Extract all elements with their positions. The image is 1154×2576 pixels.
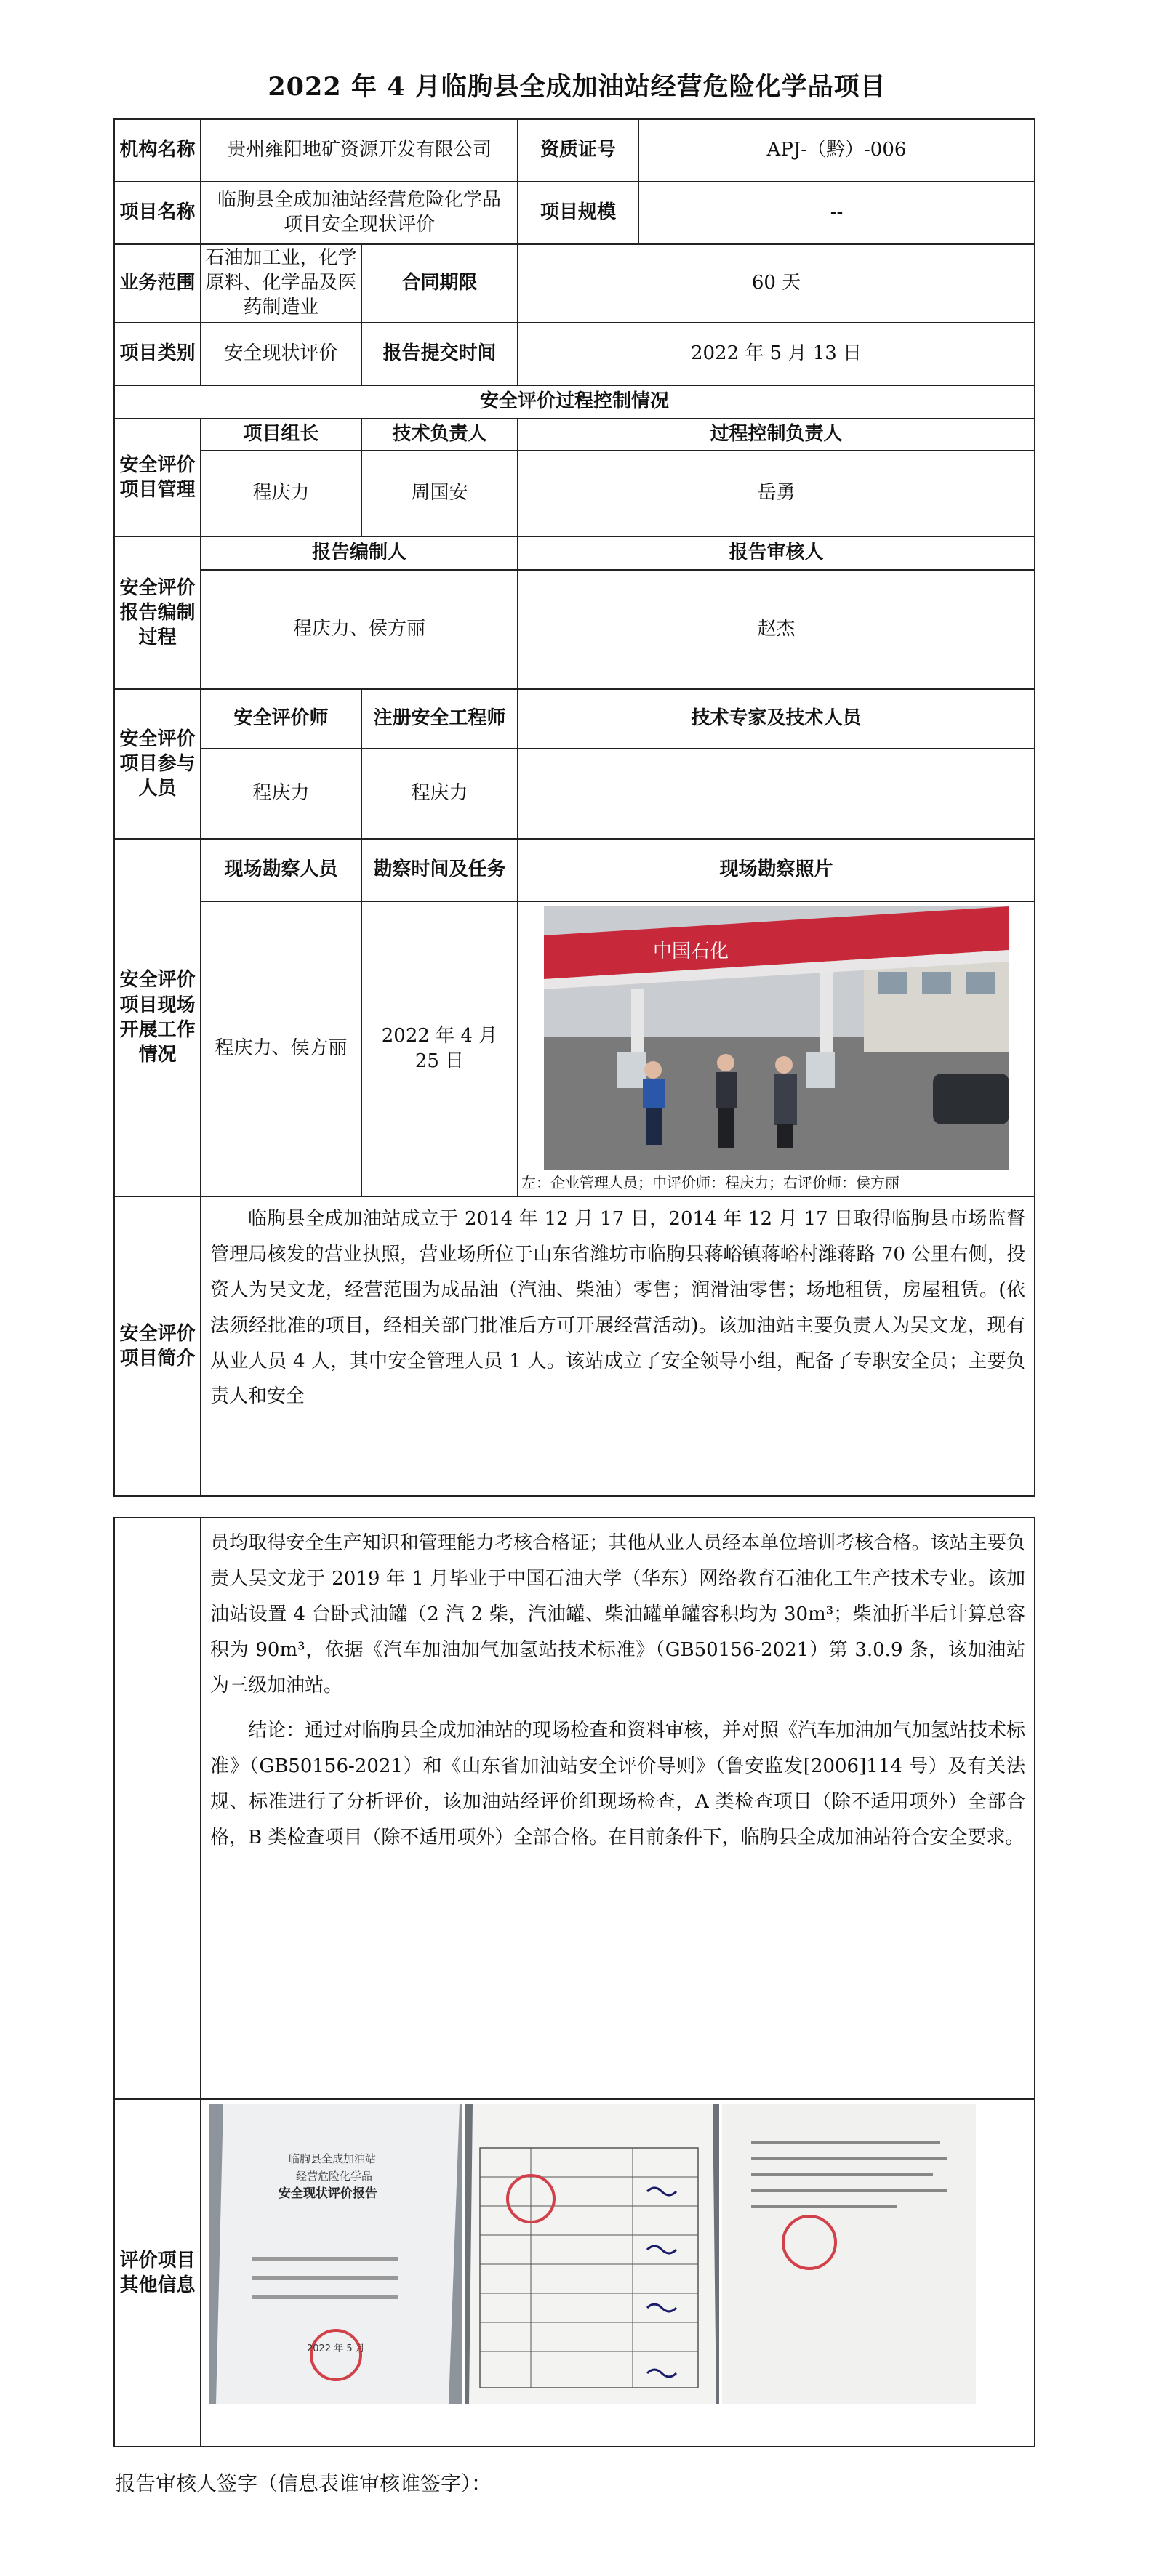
signature-sheet-illustration — [465, 2104, 719, 2404]
type-value: 安全现状评价 — [201, 323, 361, 385]
scale-value: -- — [638, 182, 1035, 244]
intro-paragraph-conclusion: 结论：通过对临朐县全成加油站的现场检查和资料审核，并对照《汽车加油加气加氢站技术标准》（GB50156-2021）和《山东省加油站安全评价导则》（鲁安监发[2006]114 号）及有关法规、标准进行了分析评价，该加油站经评价组现场检查，A 类检查项目（除不适用项外）全部合格，B 类检查项目（除不适用项外）全部合格。在目前条件下，临朐县全成加油站符合安全要求。 — [210, 1720, 1025, 1848]
management-header-control: 过程控制负责人 — [518, 419, 1035, 451]
intro-cont-cell — [201, 1518, 1035, 2099]
other-info-cell — [201, 2099, 1035, 2447]
org-value: 贵州雍阳地矿资源开发有限公司 — [201, 119, 518, 182]
report-reviewer-value: 赵杰 — [518, 570, 1035, 689]
site-photo — [544, 906, 1009, 1170]
period-label: 合同期限 — [361, 244, 518, 323]
info-table — [113, 118, 1035, 1497]
info-table-continued — [113, 1517, 1035, 2447]
scope-label: 业务范围 — [114, 244, 201, 323]
project-name-label: 项目名称 — [114, 182, 201, 244]
management-header-leader: 项目组长 — [201, 419, 361, 451]
intro-paragraph-1: 临朐县全成加油站成立于 2014 年 12 月 17 日，2014 年 12 月 17 日取得临朐县市场监督管理局核发的营业执照，营业场所位于山东省潍坊市临朐县蒋峪镇蒋峪村潍蒋路 70 公里右侧，投资人为吴文龙，经营范围为成品油（汽油、柴油）零售；润滑油零售；场地租赁，房屋租赁。(依法须经批准的项目，经相关部门批准后方可开展经营活动)。该加油站主要负责人为吴文龙，现有从业人员 4 人，其中安全管理人员 1 人。该站成立了安全领导小组，配备了专职安全员；主要负责人和安全 — [201, 1196, 1035, 1496]
participants-header-experts: 技术专家及技术人员 — [518, 689, 1035, 749]
org-label: 机构名称 — [114, 119, 201, 182]
other-info-label: 评价项目其他信息 — [114, 2099, 201, 2447]
report-cover-illustration — [209, 2104, 462, 2404]
scale-label: 项目规模 — [518, 182, 638, 244]
participants-evaluator-value: 程庆力 — [201, 749, 361, 839]
canopy-text: 中国石化 — [652, 941, 729, 962]
conclusion-page-photo — [722, 2104, 976, 2404]
intro-label: 安全评价项目简介 — [114, 1196, 201, 1496]
participants-engineer-value: 程庆力 — [361, 749, 518, 839]
conclusion-page-illustration — [722, 2104, 976, 2404]
period-value: 60 天 — [518, 244, 1035, 323]
reviewer-signature-line: 报告审核人签字（信息表谁审核谁签字）： — [115, 2471, 492, 2495]
submit-value: 2022 年 5 月 13 日 — [518, 323, 1035, 385]
page-title: 2022 年 4 月临朐县全成加油站经营危险化学品项目 — [268, 72, 886, 102]
management-label: 安全评价项目管理 — [114, 419, 201, 536]
doc1-line3: 安全现状评价报告 — [279, 2186, 377, 2201]
site-header-photo: 现场勘察照片 — [518, 839, 1035, 901]
gas-station-illustration — [544, 906, 1009, 1170]
management-leader-value: 程庆力 — [201, 451, 361, 536]
intro-label-cont — [114, 1518, 201, 2099]
management-control-value: 岳勇 — [518, 451, 1035, 536]
intro-paragraph-2: 员均取得安全生产知识和管理能力考核合格证；其他从业人员经本单位培训考核合格。该站主要负责人吴文龙于 2019 年 1 月毕业于中国石油大学（华东）网络教育石油化工生产技术专业。该加油站设置 4 台卧式油罐（2 汽 2 柴，汽油罐、柴油罐单罐容积均为 30m³；柴油折半后计算总容积为 90m³，依据《汽车加油加气加氢站技术标准》（GB50156-2021）第 3.0.9 条，该加油站为三级加油站。 — [210, 1532, 1025, 1696]
site-photo-caption: 左：企业管理人员；中评价师：程庆力；右评价师：侯方丽 — [521, 1174, 899, 1191]
doc1-year: 2022 年 5 月 — [307, 2343, 365, 2354]
report-cover-photo — [209, 2104, 462, 2404]
participants-label: 安全评价项目参与人员 — [114, 689, 201, 839]
report-author-value: 程庆力、侯方丽 — [201, 570, 518, 689]
report-label: 安全评价报告编制过程 — [114, 536, 201, 689]
submit-label: 报告提交时间 — [361, 323, 518, 385]
site-header-time: 勘察时间及任务 — [361, 839, 518, 901]
report-header-reviewer: 报告审核人 — [518, 536, 1035, 570]
site-staff-value: 程庆力、侯方丽 — [201, 901, 361, 1196]
process-header: 安全评价过程控制情况 — [114, 385, 1035, 419]
doc1-line1: 临朐县全成加油站 — [289, 2152, 377, 2165]
signature-sheet-photo — [465, 2104, 719, 2404]
cert-label: 资质证号 — [518, 119, 638, 182]
site-header-staff: 现场勘察人员 — [201, 839, 361, 901]
site-time-value: 2022 年 4 月 25 日 — [361, 901, 518, 1196]
cert-value: APJ-（黔）-006 — [638, 119, 1035, 182]
report-header-author: 报告编制人 — [201, 536, 518, 570]
management-tech-value: 周国安 — [361, 451, 518, 536]
participants-experts-value — [518, 749, 1035, 839]
project-name-value: 临朐县全成加油站经营危险化学品项目安全现状评价 — [201, 182, 518, 244]
doc1-line2: 经营危险化学品 — [296, 2170, 373, 2183]
management-header-tech: 技术负责人 — [361, 419, 518, 451]
scope-value: 石油加工业，化学原料、化学品及医药制造业 — [201, 244, 361, 323]
site-photo-cell — [518, 901, 1035, 1196]
document-photos — [209, 2104, 1027, 2408]
participants-header-engineer: 注册安全工程师 — [361, 689, 518, 749]
participants-header-evaluator: 安全评价师 — [201, 689, 361, 749]
type-label: 项目类别 — [114, 323, 201, 385]
site-label: 安全评价项目现场开展工作情况 — [114, 839, 201, 1196]
